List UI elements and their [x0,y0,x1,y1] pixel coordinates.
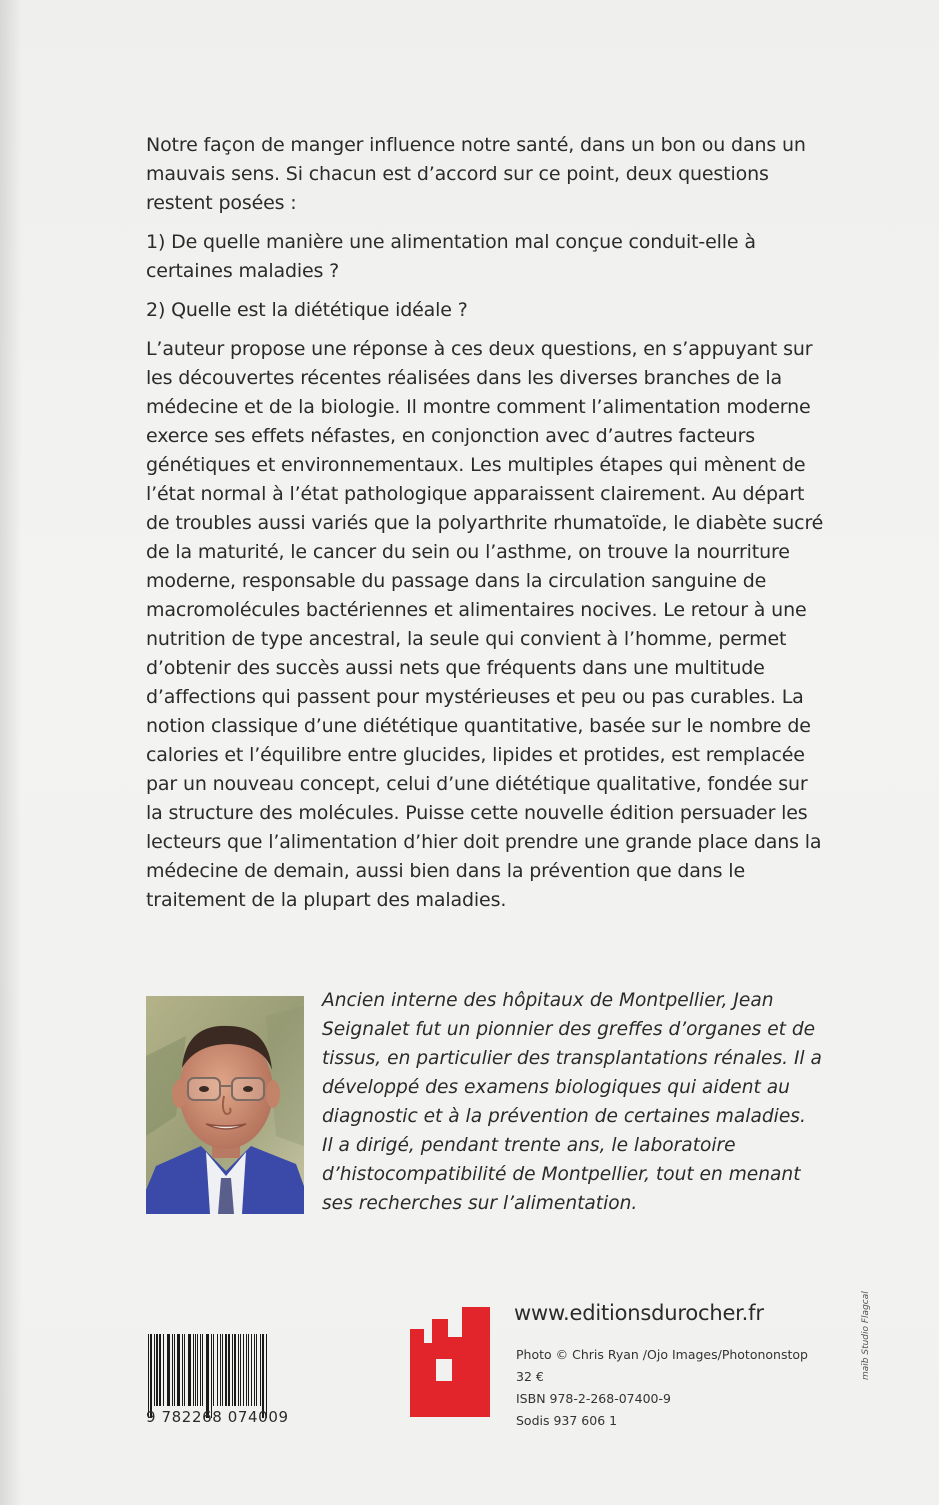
barcode-bar [150,1334,152,1418]
barcode-bar [174,1334,175,1406]
barcode-bar [217,1334,218,1406]
publisher-logo-icon [410,1307,492,1417]
barcode-bar [220,1334,221,1406]
author-photo [146,996,304,1214]
barcode-bar [262,1334,264,1418]
barcode-bar [246,1334,247,1406]
barcode-bar [156,1334,158,1406]
barcode-bar [195,1334,196,1406]
barcode-bar [159,1334,161,1406]
publication-info [516,1344,808,1432]
barcode-bar [202,1334,203,1406]
body-paragraph: L’auteur propose une réponse à ces deux questions, en s’appuyant sur les découvertes récentes réalisées dans les diverses branches de la médecine et de la biologie. Il montre comment l’alimentation moderne exerce ses effets néfastes, en conjonction avec d’autres facteurs génétiques et environnementaux. Les multiples étapes qui mènent de l’état normal à l’état pathologique apparaissent clairement. Au départ de troubles aussi variés que la polyarthrite rhumatoïde, le diabète sucré de la maturité, le cancer du sein ou l’asthme, on trouve la nourriture moderne, responsable du passage dans la circulation sanguine de macromolécules bactériennes et alimentaires nocives. Le retour à une nutrition de type ancestral, la seule qui convient à l’homme, permet d’obtenir des succès aussi nets que fréquents dans une multitude d’affections qui passent pour mystérieuses et peu ou pas curables. La notion classique d’une diététique quantitative, basée sur le nombre de calories et l’équilibre entre glucides, lipides et protides, est remplacée par un nouveau concept, celui d’une diététique qualitative, fondée sur la structure des molécules. Puisse cette nouvelle édition persuader les lecteurs que l’alimentation d’hier doit prendre une grande place dans la médecine de demain, aussi bien dans la prévention que dans le traitement de la plupart des maladies. [146,338,824,911]
barcode-bar [200,1334,201,1406]
design-studio-credit: maïb Studio Flagcal [861,1291,871,1380]
barcode-number: 9 782268 074009 [146,1408,289,1426]
barcode-bar [232,1334,233,1406]
barcode-bar [234,1334,236,1406]
isbn: ISBN 978-2-268-07400-9 [516,1391,671,1406]
barcode-bar [206,1334,209,1418]
question-1: 1) De quelle manière une alimentation mal conçue conduit-elle à certaines maladies ? [146,231,756,282]
barcode-bar [148,1334,149,1418]
barcode-bar [243,1334,244,1406]
barcode-bar [266,1334,267,1418]
barcode-bar [182,1334,183,1406]
barcode-bar [163,1334,164,1406]
intro-paragraph: Notre façon de manger influence notre santé, dans un bon ou dans un mauvais sens. Si chacun est d’accord sur ce point, deux questions restent posées : [146,134,806,214]
spine-shadow [0,0,22,1505]
barcode-bar [254,1334,255,1406]
barcode-bar [213,1334,214,1406]
blurb [146,131,826,925]
barcode-bar [256,1334,257,1406]
barcode-bar [238,1334,239,1406]
barcode-bar [154,1334,155,1406]
barcode-bar [188,1334,191,1406]
barcode-bar [177,1334,180,1406]
barcode-bar [228,1334,230,1406]
barcode-bar [193,1334,194,1406]
question-2: 2) Quelle est la diététique idéale ? [146,299,468,321]
barcode-bar [211,1334,212,1418]
barcode-bar [167,1334,170,1406]
barcode-bar [172,1334,173,1406]
barcode-bar [260,1334,261,1406]
barcode-bar [184,1334,185,1406]
barcode-bar [240,1334,241,1406]
price: 32 € [516,1369,544,1384]
barcode-bar [222,1334,223,1406]
barcode-bar [251,1334,252,1406]
author-bio: Ancien interne des hôpitaux de Montpellier, Jean Seignalet fut un pionnier des greffes d’organes et de tissus, en particulier des transplantations rénales. Il a développé des examens biologiques qui aident au diagnostic et à la prévention de certaines maladies. Il a dirigé, pendant trente ans, le laboratoire d’histocompatibilité de Montpellier, tout en menant ses recherches sur l’alimentation. [322,990,822,1214]
barcode-bar [248,1334,249,1406]
barcode-bar [197,1334,198,1406]
isbn-barcode [146,1334,290,1418]
publisher-url[interactable]: www.editionsdurocher.fr [514,1301,764,1325]
sodis-code: Sodis 937 606 1 [516,1413,618,1428]
barcode-bar [225,1334,227,1406]
photo-credit: Photo © Chris Ryan /Ojo Images/Photononstop [516,1347,808,1362]
